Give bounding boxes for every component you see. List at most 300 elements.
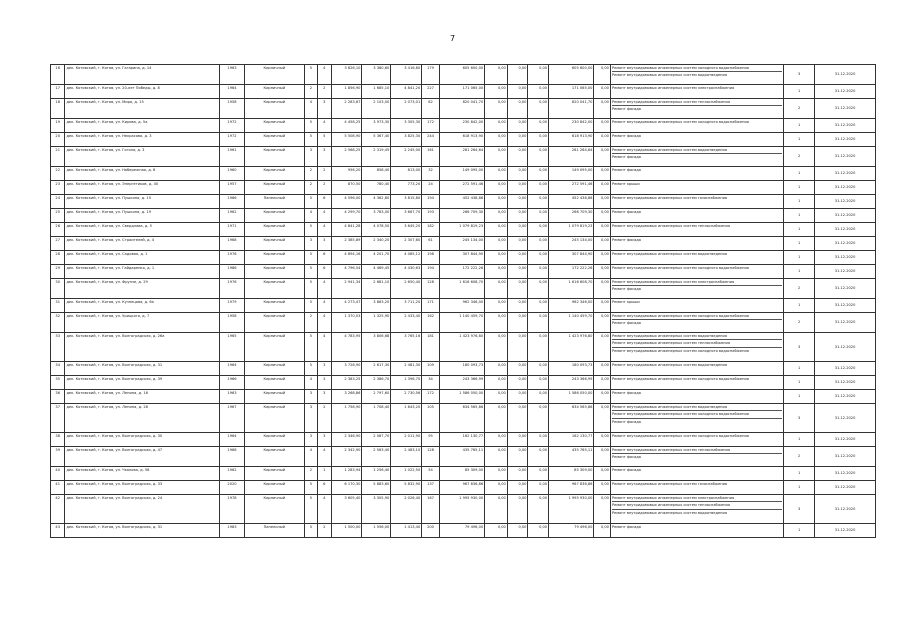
living-area-cell: 2 797,60	[362, 390, 391, 404]
unit-cost-cell: 0,00	[594, 265, 611, 279]
work-item: Ремонт внутридомовых инженерных систем теплоснабжения	[612, 448, 782, 454]
entrances-cell: 4	[318, 333, 331, 362]
work-item: Ремонт внутридомовых инженерных систем электроснабжения	[612, 496, 782, 502]
floors-cell: 3	[304, 237, 317, 251]
total-cost-cell: 281 264,64	[439, 147, 484, 167]
floors-cell: 2	[304, 313, 317, 333]
deadline-cell: 31.12.2020	[815, 195, 876, 209]
living-area-cell: 1 685,10	[362, 85, 391, 99]
wall-material-cell: Кирпичный	[244, 433, 304, 447]
table-row	[51, 65, 876, 85]
row-number-cell: 17	[51, 85, 65, 99]
table-row	[51, 447, 876, 467]
work-item: Ремонт внутридомовых инженерных систем холодного водоснабжения	[611, 377, 749, 381]
row-number-cell: 42	[51, 495, 65, 524]
works-count-cell: 2	[784, 447, 815, 467]
row-number-cell: 24	[51, 195, 65, 209]
regional-share-cell: 0,00	[507, 223, 528, 237]
wall-material-cell: Панельный	[244, 195, 304, 209]
row-number-cell: 32	[51, 313, 65, 333]
unit-cost-cell: 0,00	[594, 65, 611, 85]
owners-funds-cell: 307 844,90	[549, 251, 594, 265]
table-row	[51, 167, 876, 181]
regional-share-cell: 0,00	[507, 147, 528, 167]
total-area-cell: 6 170,30	[331, 481, 362, 495]
wall-material-cell: Кирпичный	[244, 237, 304, 251]
deadline-cell: 31.12.2020	[815, 279, 876, 299]
address-cell: дек. Котовский, г. Котов, ул. Гайдаренко, д. 1	[65, 265, 220, 279]
regional-share-cell: 0,00	[507, 313, 528, 333]
work-item: Ремонт внутридомовых инженерных систем теплоснабжения	[612, 341, 782, 347]
table-row	[51, 333, 876, 362]
regional-share-cell: 0,00	[507, 251, 528, 265]
fund-share-cell: 0,00	[485, 237, 508, 251]
total-cost-cell: 243 366,99	[439, 376, 484, 390]
works-count-cell: 1	[784, 85, 815, 99]
local-share-cell: 0,00	[528, 209, 549, 223]
row-number-cell: 35	[51, 376, 65, 390]
address-cell: дек. Котовский, г. Котов, ул. Волгоградская, д. 47	[65, 447, 220, 467]
row-number-cell: 28	[51, 251, 65, 265]
owned-area-cell: 2 483,10	[391, 447, 422, 467]
total-area-cell: 3 268,86	[331, 390, 362, 404]
residents-cell: 194	[422, 265, 440, 279]
residents-cell: 193	[422, 209, 440, 223]
total-cost-cell: 79 496,00	[439, 524, 484, 538]
residents-cell: 105	[422, 404, 440, 433]
table-row	[51, 481, 876, 495]
entrances-cell: 3	[318, 237, 331, 251]
total-cost-cell: 171 065,00	[439, 85, 484, 99]
works-cell	[610, 237, 783, 251]
residents-cell: 182	[422, 223, 440, 237]
wall-material-cell: Кирпичный	[244, 376, 304, 390]
unit-cost-cell: 0,00	[594, 481, 611, 495]
total-cost-cell: 962 346,00	[439, 299, 484, 313]
owned-area-cell: 3 711,20	[391, 299, 422, 313]
work-item: Ремонт внутридомовых инженерных систем холодного водоснабжения	[611, 434, 749, 438]
fund-share-cell: 0,00	[485, 99, 508, 119]
works-cell	[610, 376, 783, 390]
unit-cost-cell: 0,00	[594, 223, 611, 237]
total-cost-cell: 967 836,86	[439, 481, 484, 495]
owned-area-cell: 3 645,20	[391, 223, 422, 237]
unit-cost-cell: 0,00	[594, 376, 611, 390]
address-cell: дек. Котовский, г. Котов, ул. Волгоградская, д. 26а	[65, 333, 220, 362]
fund-share-cell: 0,00	[485, 223, 508, 237]
work-item: Ремонт фасада	[611, 155, 641, 160]
works-cell	[610, 119, 783, 133]
work-item: Ремонт внутридомовых инженерных систем водоотведения	[611, 510, 728, 515]
living-area-cell: 3 783,00	[362, 209, 391, 223]
total-area-cell: 4 783,95	[331, 333, 362, 362]
unit-cost-cell: 0,00	[594, 433, 611, 447]
owned-area-cell: 1 643,20	[391, 404, 422, 433]
fund-share-cell: 0,00	[485, 433, 508, 447]
build-year-cell: 1966	[220, 195, 245, 209]
build-year-cell: 1958	[220, 99, 245, 119]
build-year-cell: 1976	[220, 251, 245, 265]
table-row	[51, 85, 876, 99]
floors-cell: 5	[304, 133, 317, 147]
residents-cell: 181	[422, 333, 440, 362]
owners-funds-cell: 172 222,26	[549, 265, 594, 279]
address-cell: дек. Котовский, г. Котов, ул. Волгоградская, д. 31	[65, 362, 220, 376]
fund-share-cell: 0,00	[485, 481, 508, 495]
regional-share-cell: 0,00	[507, 167, 528, 181]
row-number-cell: 34	[51, 362, 65, 376]
deadline-cell: 31.12.2020	[815, 99, 876, 119]
work-item: Ремонт фасада	[611, 238, 641, 242]
total-area-cell: 4 894,16	[331, 251, 362, 265]
work-item: Ремонт крыши	[611, 182, 640, 186]
total-area-cell: 5 508,90	[331, 133, 362, 147]
works-count-cell: 1	[784, 481, 815, 495]
owned-area-cell: 2 307,60	[391, 237, 422, 251]
total-area-cell: 2 383,25	[331, 376, 362, 390]
work-item: Ремонт фасада	[611, 134, 641, 138]
total-area-cell: 4 273,47	[331, 299, 362, 313]
wall-material-cell: Кирпичный	[244, 447, 304, 467]
owned-area-cell: 3 416,80	[391, 65, 422, 85]
entrances-cell: 3	[318, 433, 331, 447]
local-share-cell: 0,00	[528, 133, 549, 147]
entrances-cell: 5	[318, 133, 331, 147]
total-area-cell: 4 458,25	[331, 119, 362, 133]
address-cell: дек. Котовский, г. Котов, ул. Волгоградская, д. 39	[65, 376, 220, 390]
total-cost-cell: 1 995 930,00	[439, 495, 484, 524]
deadline-cell: 31.12.2020	[815, 147, 876, 167]
total-area-cell: 2 342,90	[331, 447, 362, 467]
local-share-cell: 0,00	[528, 404, 549, 433]
works-cell	[610, 495, 783, 524]
works-cell	[610, 167, 783, 181]
unit-cost-cell: 0,00	[594, 147, 611, 167]
build-year-cell: 1972	[220, 133, 245, 147]
fund-share-cell: 0,00	[485, 376, 508, 390]
work-item: Ремонт внутридомовых инженерных систем теплоснабжения	[612, 100, 782, 106]
wall-material-cell: Кирпичный	[244, 167, 304, 181]
work-item: Ремонт внутридомовых инженерных систем газоснабжения	[611, 196, 728, 200]
entrances-cell: 3	[318, 390, 331, 404]
unit-cost-cell: 0,00	[594, 119, 611, 133]
deadline-cell: 31.12.2020	[815, 433, 876, 447]
living-area-cell: 5 883,60	[362, 481, 391, 495]
works-count-cell: 1	[784, 467, 815, 481]
works-cell	[610, 85, 783, 99]
fund-share-cell: 0,00	[485, 495, 508, 524]
total-area-cell: 1 283,94	[331, 467, 362, 481]
unit-cost-cell: 0,00	[594, 362, 611, 376]
unit-cost-cell: 0,00	[594, 133, 611, 147]
wall-material-cell: Кирпичный	[244, 404, 304, 433]
total-area-cell: 956,20	[331, 167, 362, 181]
owned-area-cell: 2 073,01	[391, 99, 422, 119]
total-cost-cell: 1 423 976,80	[439, 333, 484, 362]
address-cell: дек. Котовский, г. Котов, ул. Волгоградская, д. 31	[65, 524, 220, 538]
local-share-cell: 0,00	[528, 119, 549, 133]
owned-area-cell: 2 245,00	[391, 147, 422, 167]
unit-cost-cell: 0,00	[594, 167, 611, 181]
fund-share-cell: 0,00	[485, 299, 508, 313]
works-count-cell: 3	[784, 333, 815, 362]
works-cell	[610, 467, 783, 481]
wall-material-cell: Кирпичный	[244, 362, 304, 376]
build-year-cell: 1978	[220, 495, 245, 524]
works-cell	[610, 524, 783, 538]
deadline-cell: 31.12.2020	[815, 237, 876, 251]
row-number-cell: 36	[51, 390, 65, 404]
local-share-cell: 0,00	[528, 147, 549, 167]
living-area-cell: 2 563,40	[362, 447, 391, 467]
build-year-cell: 1962	[220, 209, 245, 223]
entrances-cell: 4	[318, 65, 331, 85]
unit-cost-cell: 0,00	[594, 524, 611, 538]
owners-funds-cell: 435 765,11	[549, 447, 594, 467]
table-row	[51, 404, 876, 433]
living-area-cell: 1 708,40	[362, 404, 391, 433]
regional-share-cell: 0,00	[507, 279, 528, 299]
owned-area-cell: 813,00	[391, 167, 422, 181]
work-item: Ремонт фасада	[611, 321, 641, 326]
regional-share-cell: 0,00	[507, 237, 528, 251]
works-count-cell: 2	[784, 99, 815, 119]
table-row	[51, 362, 876, 376]
entrances-cell: 4	[318, 299, 331, 313]
living-area-cell: 1 256,40	[362, 467, 391, 481]
living-area-cell: 3 973,30	[362, 119, 391, 133]
works-cell	[610, 251, 783, 265]
living-area-cell: 2 340,20	[362, 237, 391, 251]
deadline-cell: 31.12.2020	[815, 481, 876, 495]
local-share-cell: 0,00	[528, 265, 549, 279]
residents-cell: 161	[422, 147, 440, 167]
entrances-cell: 6	[318, 265, 331, 279]
deadline-cell: 31.12.2020	[815, 65, 876, 85]
deadline-cell: 31.12.2020	[815, 313, 876, 333]
floors-cell: 5	[304, 481, 317, 495]
owned-area-cell: 2 011,90	[391, 433, 422, 447]
table-row	[51, 133, 876, 147]
regional-share-cell: 0,00	[507, 447, 528, 467]
build-year-cell: 1958	[220, 313, 245, 333]
build-year-cell: 1968	[220, 447, 245, 467]
table-row	[51, 223, 876, 237]
deadline-cell: 31.12.2020	[815, 167, 876, 181]
local-share-cell: 0,00	[528, 524, 549, 538]
deadline-cell: 31.12.2020	[815, 181, 876, 195]
owned-area-cell: 3 825,30	[391, 133, 422, 147]
work-item: Ремонт внутридомовых инженерных систем газоснабжения	[611, 482, 728, 486]
residents-cell: 172	[422, 390, 440, 404]
total-area-cell: 2 941,34	[331, 279, 362, 299]
local-share-cell: 0,00	[528, 390, 549, 404]
wall-material-cell: Кирпичный	[244, 251, 304, 265]
owned-area-cell: 2 481,30	[391, 362, 422, 376]
floors-cell: 5	[304, 195, 317, 209]
living-area-cell: 4 201,70	[362, 251, 391, 265]
floors-cell: 3	[304, 433, 317, 447]
total-area-cell: 870,50	[331, 181, 362, 195]
fund-share-cell: 0,00	[485, 362, 508, 376]
wall-material-cell: Кирпичный	[244, 181, 304, 195]
works-cell	[610, 147, 783, 167]
owned-area-cell: 2 730,56	[391, 390, 422, 404]
address-cell: дек. Котовский, г. Котов, ул. Гагарина, д. 14	[65, 65, 220, 85]
total-cost-cell: 162 130,77	[439, 433, 484, 447]
entrances-cell: 6	[318, 195, 331, 209]
address-cell: дек. Котовский, г. Котов, ул. 20-лет Победы, д. 8	[65, 85, 220, 99]
total-cost-cell: 1 616 608,70	[439, 279, 484, 299]
deadline-cell: 31.12.2020	[815, 209, 876, 223]
owned-area-cell: 3 815,80	[391, 195, 422, 209]
total-cost-cell: 266 709,30	[439, 209, 484, 223]
build-year-cell: 1967	[220, 404, 245, 433]
fund-share-cell: 0,00	[485, 404, 508, 433]
owned-area-cell: 4 841,20	[391, 85, 422, 99]
total-area-cell: 4 299,70	[331, 209, 362, 223]
works-count-cell: 1	[784, 181, 815, 195]
local-share-cell: 0,00	[528, 433, 549, 447]
works-cell	[610, 362, 783, 376]
table-row	[51, 147, 876, 167]
owners-funds-cell: 962 346,00	[549, 299, 594, 313]
works-cell	[610, 447, 783, 467]
works-count-cell: 1	[784, 133, 815, 147]
build-year-cell: 1964	[220, 85, 245, 99]
works-cell	[610, 265, 783, 279]
floors-cell: 5	[304, 223, 317, 237]
fund-share-cell: 0,00	[485, 390, 508, 404]
total-area-cell: 4 796,54	[331, 265, 362, 279]
entrances-cell: 2	[318, 404, 331, 433]
residents-cell: 128	[422, 279, 440, 299]
entrances-cell: 2	[318, 524, 331, 538]
deadline-cell: 31.12.2020	[815, 265, 876, 279]
entrances-cell: 4	[318, 223, 331, 237]
total-cost-cell: 180 093,73	[439, 362, 484, 376]
build-year-cell: 1972	[220, 119, 245, 133]
regional-share-cell: 0,00	[507, 119, 528, 133]
fund-share-cell: 0,00	[485, 147, 508, 167]
table-row	[51, 299, 876, 313]
works-count-cell: 1	[784, 299, 815, 313]
total-cost-cell: 230 842,00	[439, 119, 484, 133]
residents-cell: 172	[422, 119, 440, 133]
total-cost-cell: 605 600,00	[439, 65, 484, 85]
address-cell: дек. Котовский, г. Котов, ул. Волгоградская, д. 33	[65, 481, 220, 495]
owned-area-cell: 1 413,40	[391, 524, 422, 538]
residents-cell: 162	[422, 313, 440, 333]
floors-cell: 4	[304, 376, 317, 390]
regional-share-cell: 0,00	[507, 404, 528, 433]
work-item: Ремонт фасада	[611, 455, 641, 460]
table-row	[51, 467, 876, 481]
living-area-cell: 5 367,40	[362, 133, 391, 147]
row-number-cell: 38	[51, 433, 65, 447]
floors-cell: 3	[304, 147, 317, 167]
row-number-cell: 40	[51, 467, 65, 481]
wall-material-cell: Кирпичный	[244, 133, 304, 147]
residents-cell: 128	[422, 447, 440, 467]
build-year-cell: 1961	[220, 147, 245, 167]
row-number-cell: 26	[51, 223, 65, 237]
address-cell: дек. Котовский, г. Котов, ул. Свердлова, д. 5	[65, 223, 220, 237]
unit-cost-cell: 0,00	[594, 447, 611, 467]
regional-share-cell: 0,00	[507, 133, 528, 147]
total-cost-cell: 172 222,26	[439, 265, 484, 279]
floors-cell: 2	[304, 167, 317, 181]
living-area-cell: 2 617,30	[362, 362, 391, 376]
regional-share-cell: 0,00	[507, 362, 528, 376]
deadline-cell: 31.12.2020	[815, 362, 876, 376]
wall-material-cell: Кирпичный	[244, 147, 304, 167]
works-count-cell: 3	[784, 65, 815, 85]
works-count-cell: 1	[784, 376, 815, 390]
total-cost-cell: 245 134,00	[439, 237, 484, 251]
living-area-cell: 780,40	[362, 181, 391, 195]
unit-cost-cell: 0,00	[594, 299, 611, 313]
local-share-cell: 0,00	[528, 299, 549, 313]
total-area-cell: 2 283,67	[331, 99, 362, 119]
fund-share-cell: 0,00	[485, 181, 508, 195]
build-year-cell: 1957	[220, 181, 245, 195]
local-share-cell: 0,00	[528, 195, 549, 209]
works-count-cell: 1	[784, 119, 815, 133]
build-year-cell: 1968	[220, 237, 245, 251]
build-year-cell: 1986	[220, 265, 245, 279]
residents-cell: 109	[422, 362, 440, 376]
floors-cell: 2	[304, 181, 317, 195]
floors-cell: 5	[304, 265, 317, 279]
entrances-cell: 4	[318, 119, 331, 133]
address-cell: дек. Котовский, г. Котов, ул. Волгоградская, д. 30	[65, 433, 220, 447]
table-row	[51, 209, 876, 223]
owners-funds-cell: 820 041,70	[549, 99, 594, 119]
owned-area-cell: 773,20	[391, 181, 422, 195]
works-cell	[610, 333, 783, 362]
deadline-cell: 31.12.2020	[815, 223, 876, 237]
table-row	[51, 265, 876, 279]
row-number-cell: 31	[51, 299, 65, 313]
work-item: Ремонт внутридомовых инженерных систем холодного водоснабжения	[612, 314, 782, 320]
work-item: Ремонт внутридомовых инженерных систем холодного водоснабжения	[611, 348, 749, 353]
entrances-cell: 2	[318, 167, 331, 181]
table-row	[51, 251, 876, 265]
floors-cell: 4	[304, 447, 317, 467]
regional-share-cell: 0,00	[507, 99, 528, 119]
fund-share-cell: 0,00	[485, 85, 508, 99]
address-cell: дек. Котовский, г. Котов, ул. Пушкина, д. 15	[65, 195, 220, 209]
deadline-cell: 31.12.2020	[815, 119, 876, 133]
owners-funds-cell: 230 842,00	[549, 119, 594, 133]
total-cost-cell: 307 844,90	[439, 251, 484, 265]
owners-funds-cell: 605 600,00	[549, 65, 594, 85]
living-area-cell: 2 319,45	[362, 147, 391, 167]
row-number-cell: 16	[51, 65, 65, 85]
table-row	[51, 237, 876, 251]
table-row	[51, 376, 876, 390]
owners-funds-cell: 281 264,64	[549, 147, 594, 167]
row-number-cell: 23	[51, 181, 65, 195]
owners-funds-cell: 243 366,99	[549, 376, 594, 390]
owned-area-cell: 4 085,12	[391, 251, 422, 265]
local-share-cell: 0,00	[528, 313, 549, 333]
unit-cost-cell: 0,00	[594, 85, 611, 99]
table-row	[51, 495, 876, 524]
owned-area-cell: 5 832,90	[391, 481, 422, 495]
wall-material-cell: Кирпичный	[244, 495, 304, 524]
